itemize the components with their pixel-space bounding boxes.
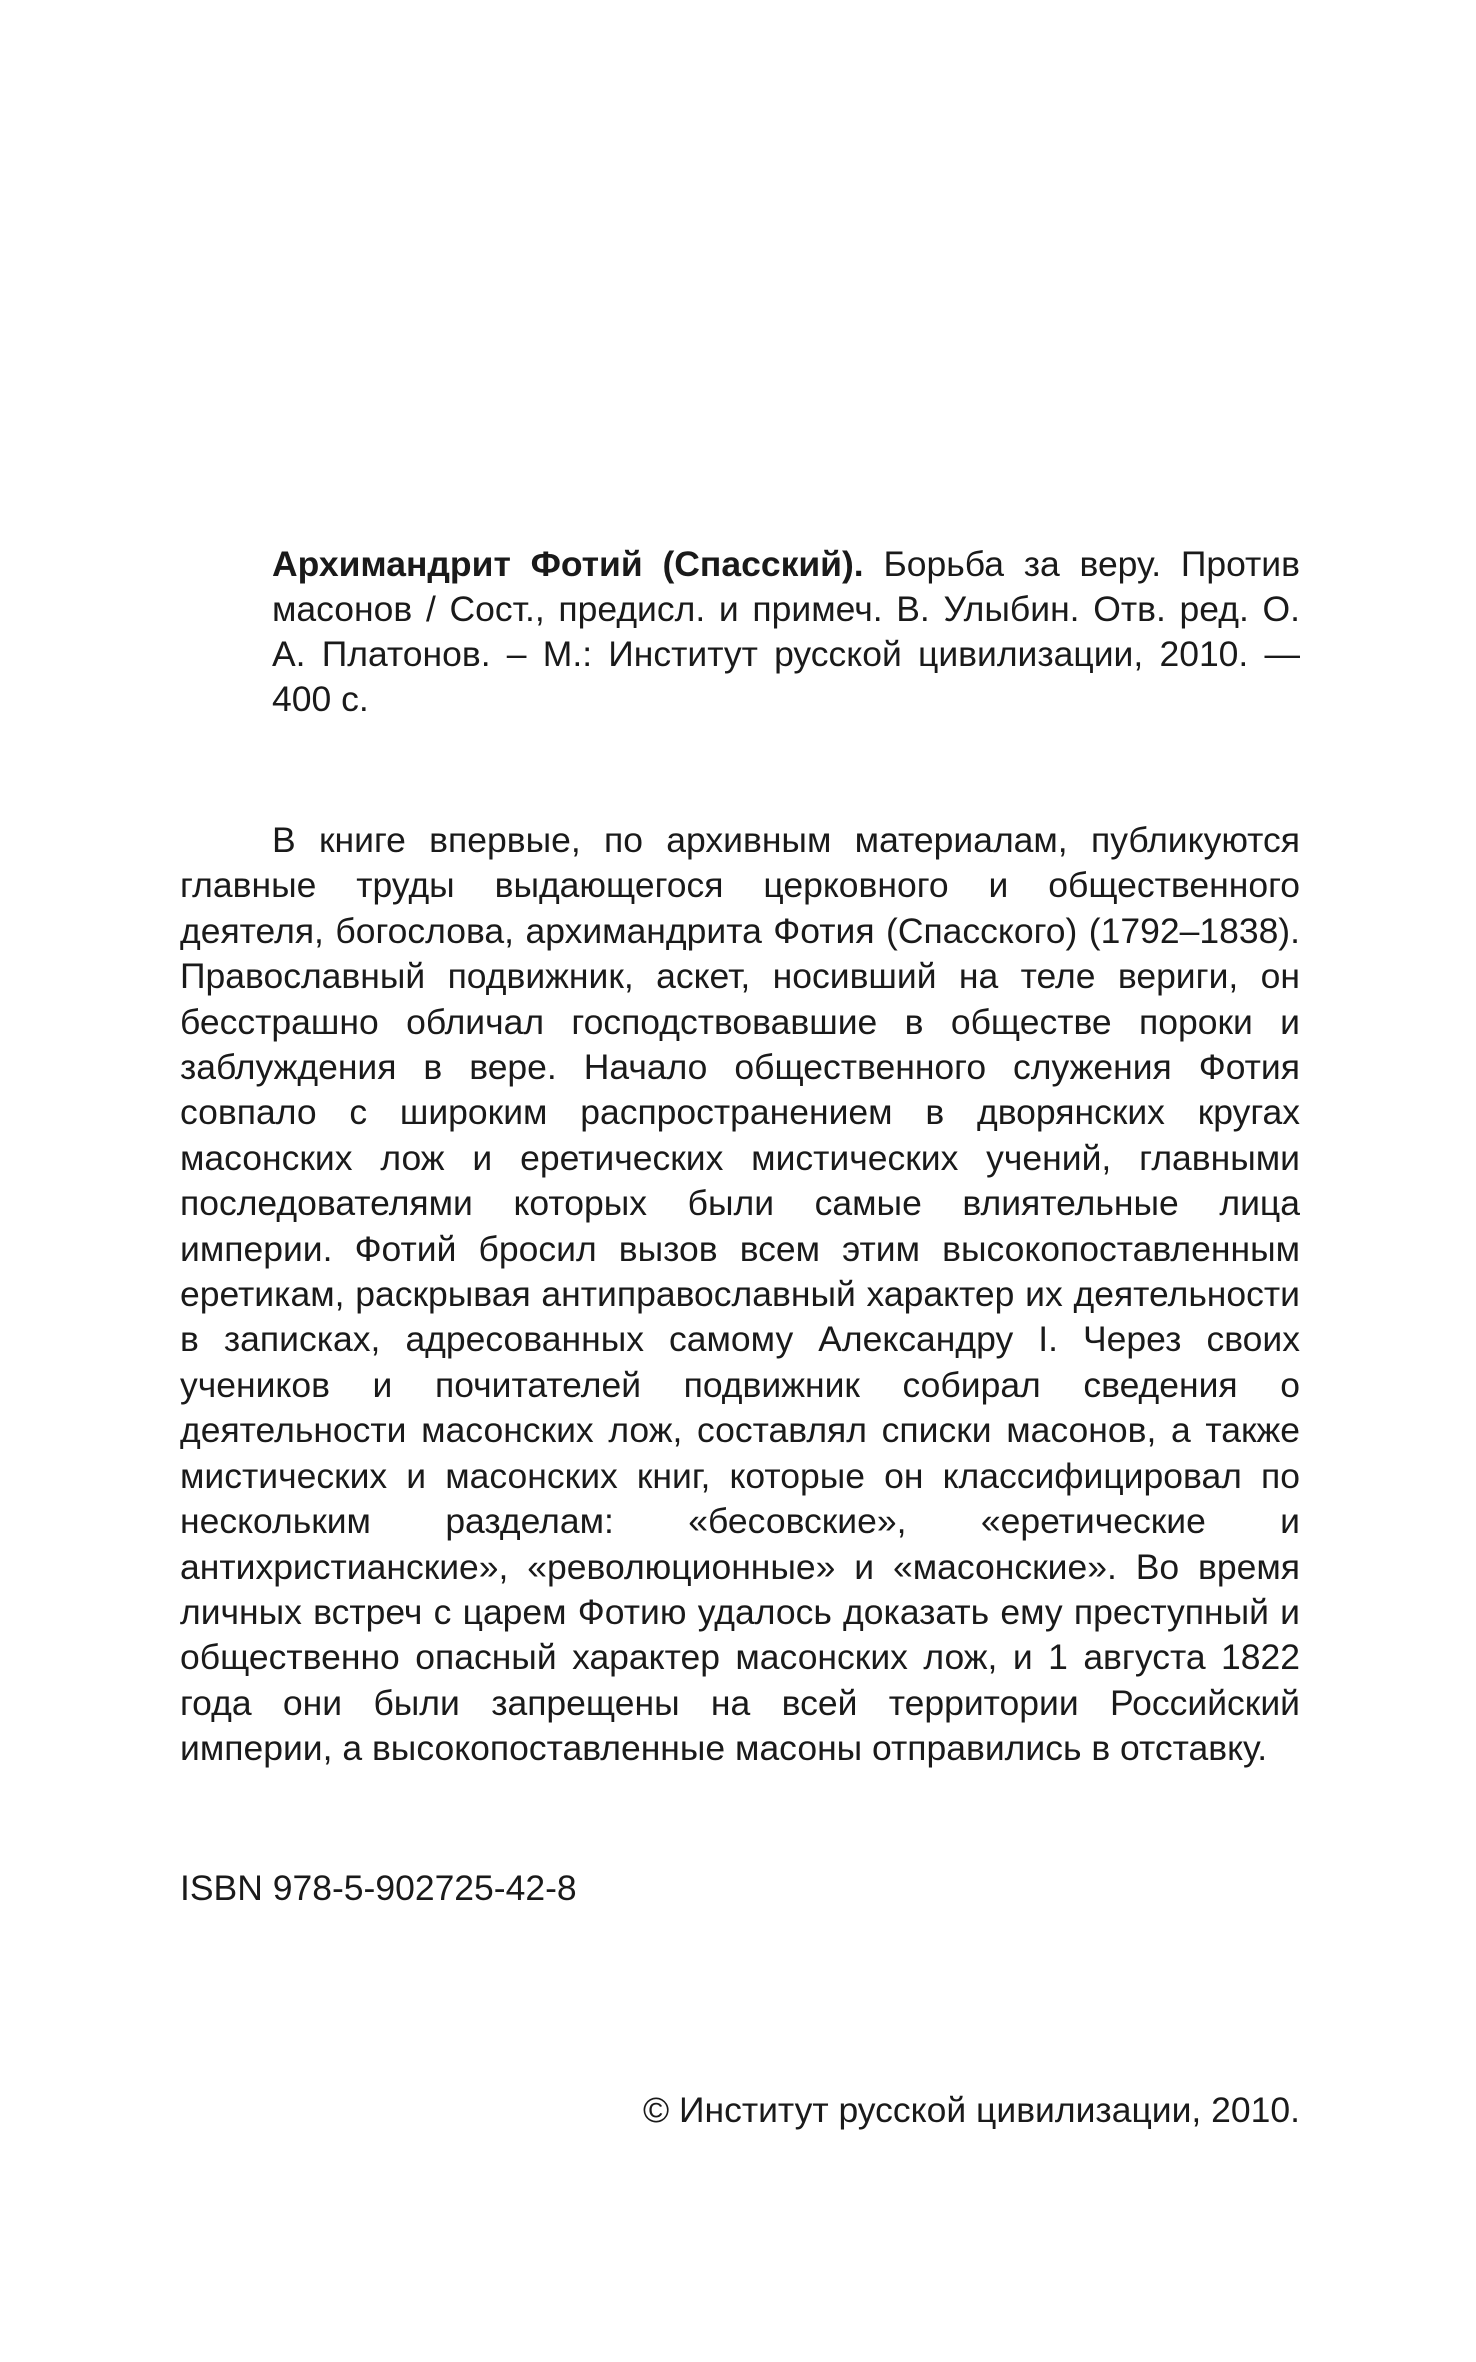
abstract-paragraph: В книге впервые, по архивным материалам, публикуются главные труды выдающегося церковного и общественного деятеля, богослова, архимандрита Фотия (Спасского) (1792–1838). Православный подвижник, аскет, носивший на теле вериги, он бесстрашно обличал господствовавшие в обществе пороки и заблуждения в вере. Начало общественного служения Фотия совпало с широким распространением в дворянских кругах масонских лож и еретических мистических учений, главными последователями которых были самые влиятельные лица империи. Фотий бросил вызов всем этим высокопоставленным еретикам, раскрывая антиправославный характер их деятельности в записках, адресованных самому Александру I. Через своих учеников и почитателей подвижник собирал сведения о деятельности масонских лож, составлял списки масонов, а также мистических и масонских книг, которые он классифицировал по нескольким разделам: «бесовские», «еретические и антихристианские», «революционные» и «масонские». Во время личных встреч с царем Фотию удалось доказать ему преступный и общественно опасный характер масонских лож, и 1 августа 1822 года они были запрещены на всей территории Российский империи, а высокопоставленные масоны отправились в отставку. bbox=[180, 820, 1300, 1769]
abstract bbox=[180, 818, 1300, 1772]
bibliographic-description: Борьба за веру. Против масонов / Сост., предисл. и примеч. В. Улыбин. Отв. ред. О. А. Платонов. – М.: Институт русской цивилизации, 2010. — 400 с. bbox=[272, 544, 1300, 719]
copyright-notice: © Институт русской цивилизации, 2010. bbox=[642, 2090, 1300, 2130]
author-name: Архимандрит Фотий (Спасский). bbox=[272, 544, 864, 584]
isbn: ISBN 978-5-902725-42-8 bbox=[180, 1868, 577, 1908]
bibliographic-record bbox=[272, 542, 1300, 722]
